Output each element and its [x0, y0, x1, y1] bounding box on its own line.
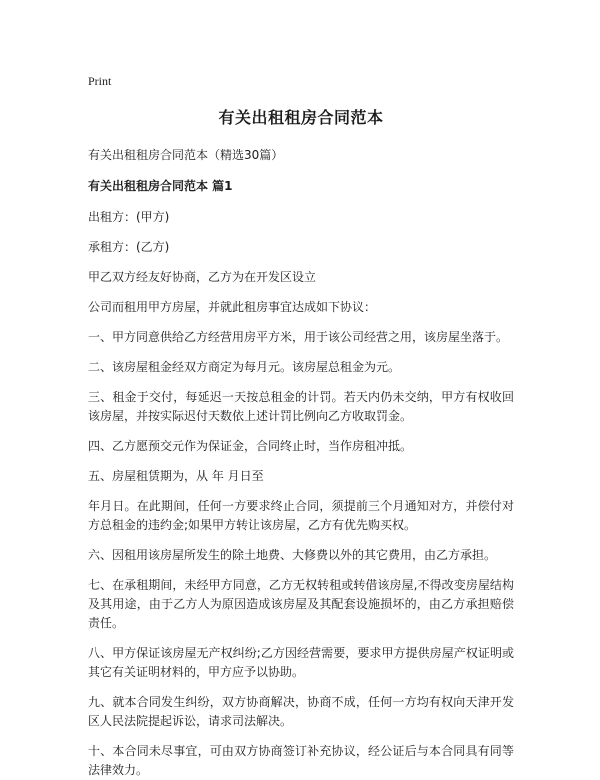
clause-6: 六、因租用该房屋所发生的除土地费、大修费以外的其它费用，由乙方承担。	[88, 548, 497, 562]
print-link[interactable]: Print	[88, 74, 112, 88]
clause-1: 一、甲方同意供给乙方经营用房平方米，用于该公司经营之用，该房屋坐落于。	[88, 330, 509, 344]
clause-8: 八、甲方保证该房屋无产权纠纷;乙方因经营需要，要求甲方提供房屋产权证明或其它有关证明材料的，甲方应予以协助。	[88, 646, 514, 679]
clause-2: 二、该房屋租金经双方商定为每月元。该房屋总租金为元。	[88, 360, 401, 374]
paragraph-intro-cont: 公司而租用甲方房屋，并就此租房事宜达成如下协议：	[88, 300, 377, 314]
clause-3: 三、租金于交付，每延迟一天按总租金的计罚。若天内仍未交纳，甲方有权收回该房屋，并按实际迟付天数依上述计罚比例向乙方收取罚金。	[88, 390, 514, 423]
clause-10: 十、本合同未尽事宜，可由双方协商签订补充协议，经公证后与本合同具有同等法律效力。	[88, 744, 514, 777]
section-heading: 有关出租租房合同范本 篇1	[88, 179, 233, 193]
paragraph-lessor: 出租方：(甲方)	[88, 210, 170, 224]
document-subtitle: 有关出租租房合同范本（精选30篇）	[88, 148, 284, 162]
contract-body	[88, 208, 514, 780]
clause-5: 五、房屋租赁期为，从 年 月日至	[88, 469, 264, 483]
clause-4: 四、乙方愿预交元作为保证金，合同终止时，当作房租冲抵。	[88, 439, 413, 453]
clause-9: 九、就本合同发生纠纷，双方协商解决，协商不成，任何一方均有权向天津开发区人民法院提起诉讼，请求司法解决。	[88, 695, 514, 728]
clause-5-cont: 年月日。在此期间，任何一方要求终止合同，须提前三个月通知对方，并偿付对方总租金的违约金;如果甲方转让该房屋，乙方有优先购买权。	[88, 499, 514, 532]
paragraph-lessee: 承租方：(乙方)	[88, 240, 170, 254]
page-title: 有关出租租房合同范本	[218, 108, 384, 127]
clause-7: 七、在承租期间，未经甲方同意，乙方无权转租或转借该房屋,不得改变房屋结构及其用途，由于乙方人为原因造成该房屋及其配套设施损坏的，由乙方承担赔偿责任。	[88, 578, 514, 630]
paragraph-intro: 甲乙双方经友好协商，乙方为在开发区设立	[88, 270, 317, 284]
